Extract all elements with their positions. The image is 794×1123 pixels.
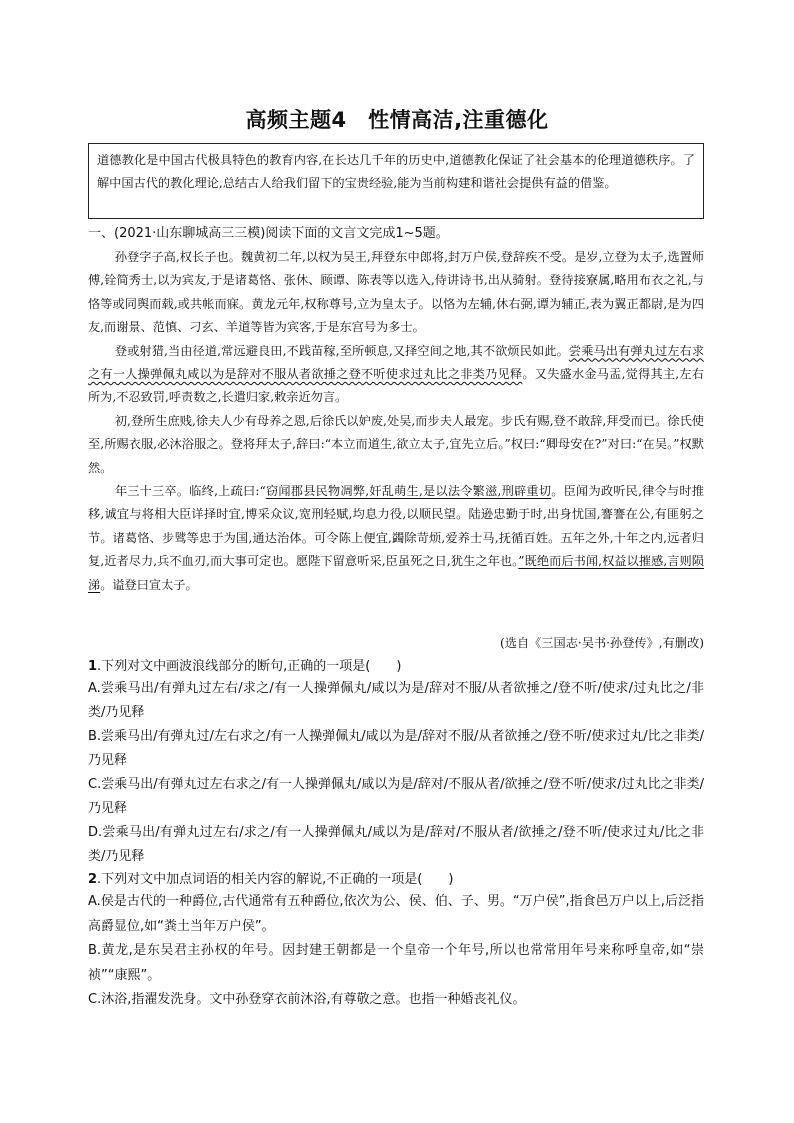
classical-passage bbox=[88, 246, 704, 597]
passage-text: 。谥登曰宣太子。 bbox=[100, 577, 198, 592]
passage-paragraph-3: 初,登所生庶贱,徐夫人少有母养之恩,后徐氏以妒废,处吴,而步夫人最宠。步氏有赐,登不敢辞,拜受而已。徐氏使至,所赐衣服,必沐浴服之。登将拜太子,辞曰:“本立而道生,欲立太子,宜先立后。”权曰:“卿母安在?”对曰:“在吴。”权默然。 bbox=[88, 413, 704, 475]
intro-text: 道德教化是中国古代极具特色的教育内容,在长达几千年的历史中,道德教化保证了社会基本的伦理道德秩序。了解中国古代的教化理论,总结古人给我们留下的宝贵经验,能为当前构建和谐社会提供有益的借鉴。 bbox=[97, 153, 695, 190]
question-option: A.尝乘马出/有弹丸过左右/求之/有一人操弹佩丸/咸以为是/辞对不服/从者欲捶之/登不听/使求/过丸比之/非类/乃见释 bbox=[88, 681, 704, 720]
source-citation: (选自《三国志·吴书·孙登传》,有删改) bbox=[500, 636, 704, 650]
passage-paragraph-4 bbox=[88, 480, 704, 597]
intro-box bbox=[88, 143, 704, 219]
passage-text: 登或射猎,当由径道,常远避良田,不践苗稼,至所顿息,又择空间之地,其不欲烦民如此。 bbox=[114, 343, 569, 358]
question-number: 2 bbox=[88, 872, 98, 887]
section-heading: 一、(2021·山东聊城高三三模)阅读下面的文言文完成1~5题。 bbox=[88, 226, 449, 241]
underlined-text: ”既绝而后书闻,权益以摧感,言则陨涕 bbox=[88, 554, 704, 592]
question-text: .下列对文中画波浪线部分的断句,正确的一项是( ) bbox=[97, 659, 402, 674]
question-number: 1 bbox=[88, 659, 98, 674]
passage-text: 年三十三卒。临终,上疏曰:“ bbox=[114, 484, 266, 499]
passage-paragraph-2 bbox=[88, 340, 704, 410]
question-list bbox=[88, 656, 704, 1013]
question-option: B.黄龙,是东吴君主孙权的年号。因封建王朝都是一个皇帝一个年号,所以也常常用年号来称呼皇帝,如“崇祯”“康熙”。 bbox=[88, 943, 704, 983]
question-option: D.尝乘马出/有弹丸过左右/求之/有一人操弹佩丸/咸以为是/辞对/不服从者/欲捶之/登不听/使求过丸/比之非类/乃见释 bbox=[88, 825, 704, 864]
page-title: 高频主题4 性情高洁,注重德化 bbox=[245, 108, 549, 132]
question-option: B.尝乘马出/有弹丸过/左右求之/有一人操弹佩丸/咸以为是/辞对不服/从者欲捶之/登不听/使求过丸/比之非类/乃见释 bbox=[88, 729, 704, 768]
question-stem bbox=[88, 656, 704, 677]
wavy-underlined-text: 尝乘马出有弹丸过左右求之有一人操弹佩丸咸以为是辞对不服从者欲捶之登不听使求过丸比之非类乃见释 bbox=[88, 343, 705, 382]
passage-text: 。又失盛水金马盂,觉得其主,左右所为,不忍致罚,呼责数之,长遣归家,敕亲近勿言。 bbox=[88, 367, 705, 405]
question-stem bbox=[88, 869, 704, 890]
underlined-text: 窃闻郡县民物凋弊,奸乱萌生,是以法令繁滋,刑辟重切 bbox=[265, 484, 552, 499]
passage-text: 。臣闻为政听民,律令与时推移,诚宜与将相大臣详择时宜,博采众议,宽刑轻赋,均息力役,以顺民望。陆逊忠勤于时,出身忧国,謇謇在公,有匪躬之节。诸葛恪、步骘等忠于为国,通达治体。可令陈上便宜,蠲除苛烦,爱养士马,抚循百姓。五年之外,十年之内,远者归复,近者尽力,兵不血刃,而大事可定也。愿陛下留意听采,臣虽死之日,犹生之年也。 bbox=[88, 484, 705, 569]
question-text: .下列对文中加点词语的相关内容的解说,不正确的一项是( ) bbox=[97, 872, 454, 887]
question-option: A.侯是古代的一种爵位,古代通常有五种爵位,依次为公、侯、伯、子、男。“万户侯”,指食邑万户以上,后泛指高爵显位,如“粪土当年万户侯”。 bbox=[88, 894, 704, 934]
passage-paragraph-1: 孙登字子高,权长子也。魏黄初二年,以权为吴王,拜登东中郎将,封万户侯,登辞疾不受。是岁,立登为太子,选置师傅,铨简秀士,以为宾友,于是诸葛恪、张休、顾谭、陈表等以选入,侍讲诗书,出从骑射。登待接寮属,略用布衣之礼,与恪等或同舆而载,或共帐而寐。黄龙元年,权称尊号,立为皇太子。以恪为左辅,休右弼,谭为辅正,表为翼正都尉,是为四友,而谢景、范慎、刁玄、羊道等皆为宾客,于是东宫号为多士。 bbox=[88, 250, 704, 335]
question-option: C.沐浴,指濯发洗身。文中孙登穿衣前沐浴,有尊敬之意。也指一种婚丧礼仪。 bbox=[88, 992, 526, 1007]
question-option: C.尝乘马出/有弹丸过左右求之/有一人操弹佩丸/咸以为是/辞对/不服从者/欲捶之/登不听/使求/过丸比之非类/乃见释 bbox=[88, 777, 705, 816]
